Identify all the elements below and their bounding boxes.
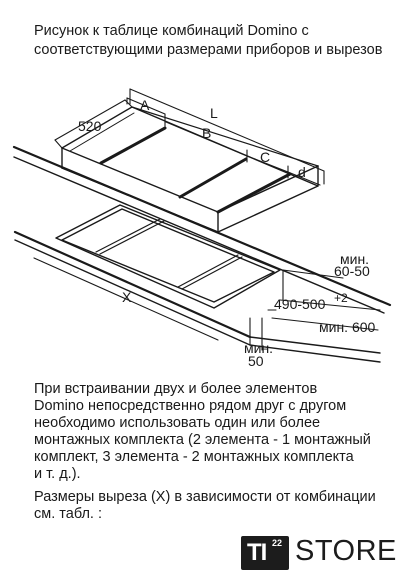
- dim-d-label: d: [298, 164, 306, 180]
- store-logo: [229, 530, 409, 575]
- note-line-1: При встраивании двух и более элементов: [34, 381, 318, 397]
- caption-line-2: соответствующими размерами приборов и вырезов: [34, 42, 383, 58]
- note-line-3: необходимо использовать один или более: [34, 415, 321, 431]
- cutout-sizes-note: [34, 489, 414, 523]
- sizes-line-2: см. табл. :: [34, 506, 103, 522]
- dim-l-label: L: [210, 105, 218, 121]
- dim-depth-label: 520: [78, 118, 102, 134]
- logo-sup: 22: [272, 538, 283, 548]
- note-line-2: Domino непосредственно рядом друг с другом: [34, 398, 347, 414]
- worktop-cutout: [15, 205, 380, 362]
- cutout-tolerance-label: +2: [334, 291, 348, 305]
- logo-ti: TI: [247, 539, 267, 566]
- note-line-5: комплект, 3 элемента - 2 монтажных комплекта: [34, 449, 354, 465]
- worktop-min-label: мин. 600: [319, 319, 376, 335]
- cutout-depth-label: 490-500: [274, 296, 326, 312]
- min-value-right: 60-50: [334, 263, 370, 279]
- dim-c-label: C: [260, 149, 271, 165]
- logo-store: STORE: [295, 535, 397, 567]
- dim-b-label: B: [202, 125, 212, 141]
- dim-a-label: A: [140, 97, 150, 113]
- sizes-line-1: Размеры выреза (X) в зависимости от комбинации: [34, 489, 376, 505]
- note-line-4: монтажных комплекта (2 элемента - 1 монтажный: [34, 432, 371, 448]
- logo-badge: [241, 536, 289, 570]
- min-label-front: мин.: [244, 340, 274, 356]
- caption-line-1: Рисунок к таблице комбинаций Domino с: [34, 23, 309, 39]
- min-label-right: мин.: [340, 251, 370, 267]
- dim-x-label: X: [122, 289, 132, 305]
- min-value-front: 50: [248, 353, 264, 369]
- installation-note: [34, 381, 414, 483]
- note-line-6: и т. д.).: [34, 466, 81, 482]
